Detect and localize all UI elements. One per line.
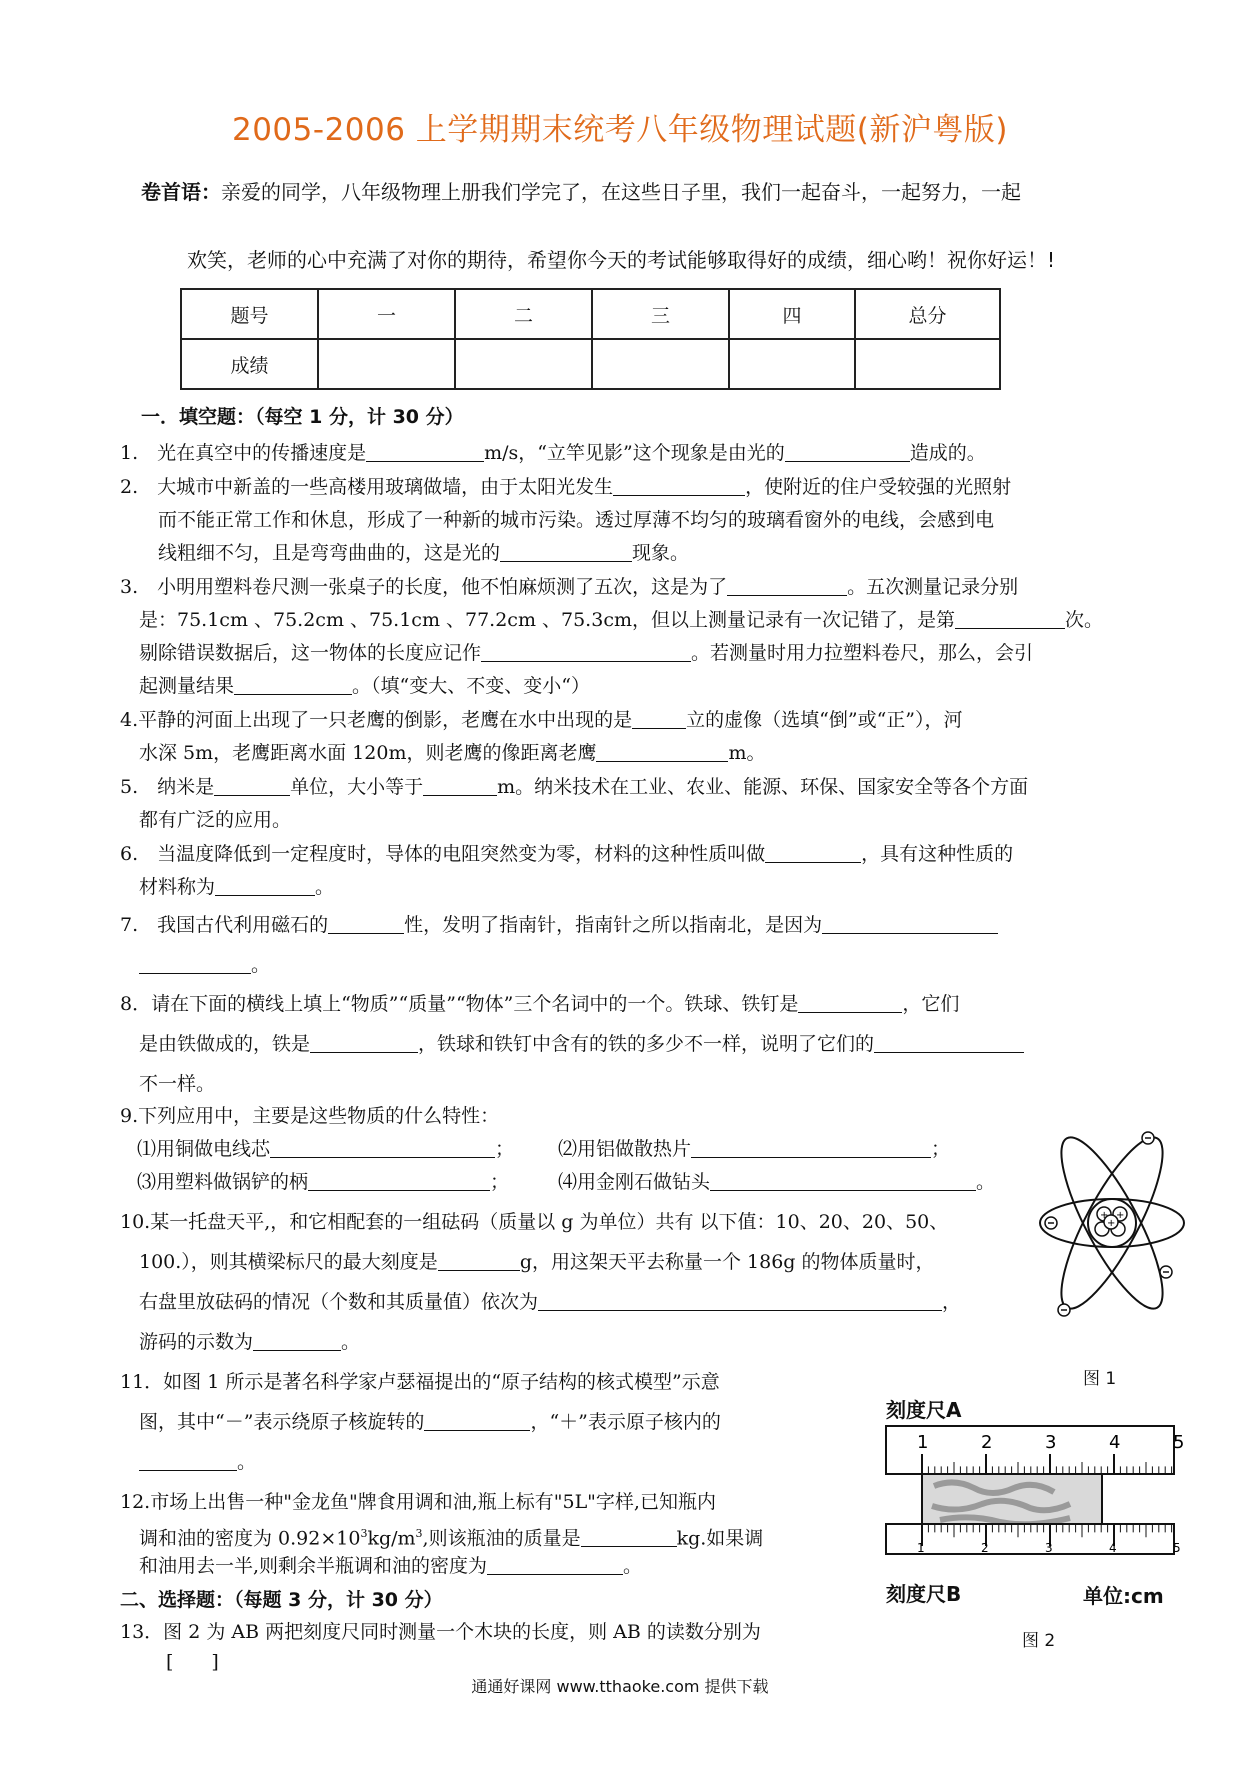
answer-blank[interactable]	[487, 1554, 623, 1575]
q8-text-b: ，它们	[902, 993, 960, 1015]
intro-text-1: 亲爱的同学，八年级物理上册我们学完了，在这些日子里，我们一起奋斗，一起努力，一起	[221, 180, 1021, 204]
question-5	[120, 774, 1028, 800]
question-7	[120, 912, 998, 938]
ruler-tick-label: 3	[1045, 1432, 1057, 1453]
ruler-tick-label: 2	[981, 1541, 989, 1555]
score-header-cell: 题号	[181, 289, 318, 339]
q9-item-3	[137, 1169, 509, 1195]
q6-text-a: 6. 当温度降低到一定程度时，导体的电阻突然变为零，材料的这种性质叫做	[120, 843, 766, 865]
answer-blank[interactable]	[328, 913, 404, 934]
score-cell[interactable]	[729, 339, 855, 389]
q12-line-2	[139, 1521, 763, 1551]
q10-line-4	[139, 1329, 360, 1355]
q2-text-l3b: 现象。	[632, 542, 690, 564]
question-1	[120, 440, 986, 466]
q11-text-l3: 。	[237, 1451, 257, 1473]
q1-text-b: m/s，“立竿见影”这个现象是由光的	[484, 442, 785, 464]
q2-text-a: 2. 大城市中新盖的一些高楼用玻璃做墙，由于太阳光发生	[120, 476, 614, 498]
question-3	[120, 574, 1018, 600]
q6-text-l2a: 材料称为	[139, 876, 216, 898]
score-cell[interactable]	[318, 339, 455, 389]
score-header-cell: 三	[592, 289, 729, 339]
question-8	[120, 991, 959, 1017]
answer-blank[interactable]	[955, 608, 1065, 629]
answer-blank[interactable]	[581, 1526, 677, 1547]
score-header-cell: 一	[318, 289, 455, 339]
q12-exponent-2: 3	[415, 1527, 423, 1540]
score-table-score-row	[181, 339, 1000, 389]
q1-text-c: 造成的。	[909, 442, 986, 464]
ruler-tick-label: 1	[917, 1432, 929, 1453]
q13-answer-bracket[interactable]: [ ]	[166, 1651, 219, 1673]
q8-line-3: 不一样。	[139, 1073, 216, 1095]
q12-text-l3a: 和油用去一半,则剩余半瓶调和油的密度为	[139, 1555, 488, 1577]
figure-2-rulers	[884, 1424, 1185, 1574]
question-4	[120, 707, 963, 733]
q2-line-3	[158, 540, 689, 566]
answer-blank[interactable]	[613, 475, 745, 496]
q10-line-3	[139, 1289, 961, 1315]
answer-blank[interactable]	[424, 1410, 530, 1431]
intro-label: 卷首语：	[141, 180, 221, 204]
q3-text-l4b: 。（填“变大、不变、变小“）	[352, 675, 590, 697]
q10-line-2	[139, 1249, 934, 1275]
intro-line-2: 欢笑，老师的心中充满了对你的期待，希望你今天的考试能够取得好的成绩，细心哟！祝你好运！!	[187, 248, 1056, 272]
plus-sign-icon: +	[1107, 1218, 1116, 1229]
section-2-heading: 二、选择题：（每题 3 分，计 30 分）	[120, 1589, 443, 1611]
score-row-label: 成绩	[181, 339, 318, 389]
question-12: 12.市场上出售一种"金龙鱼"牌食用调和油,瓶上标有"5L"字样,已知瓶内	[120, 1491, 716, 1513]
section-1-heading: 一．填空题：（每空 1 分，计 30 分）	[141, 406, 464, 428]
q4-text-l2a: 水深 5m，老鹰距离水面 120m，则老鹰的像距离老鹰	[139, 742, 597, 764]
q11-line-3	[139, 1449, 256, 1475]
answer-blank[interactable]	[308, 1170, 490, 1191]
answer-blank[interactable]	[481, 641, 691, 662]
q3-text-l3a: 剔除错误数据后，这一物体的长度应记作	[139, 642, 482, 664]
ruler-a-label: 刻度尺A	[886, 1398, 962, 1422]
q4-text-b: 立的虚像（选填“倒”或“正”），河	[686, 709, 963, 731]
score-header-cell: 总分	[855, 289, 1000, 339]
score-header-cell: 四	[729, 289, 855, 339]
q4-text-l2b: m。	[728, 742, 766, 764]
q11-line-2	[139, 1409, 721, 1435]
answer-blank[interactable]	[727, 575, 847, 596]
q11-text-l2b: ，“＋”表示原子核内的	[530, 1411, 721, 1433]
answer-blank[interactable]	[253, 1330, 341, 1351]
score-cell[interactable]	[592, 339, 729, 389]
answer-blank[interactable]	[423, 775, 497, 796]
q9-item-3-text: ⑶用塑料做锅铲的柄	[137, 1171, 309, 1193]
question-11: 11．如图 1 所示是著名科学家卢瑟福提出的“原子结构的核式模型”示意	[120, 1371, 720, 1393]
page-title: 2005-2006 上学期期末统考八年级物理试题(新沪粤版)	[231, 112, 1008, 148]
q5-text-a: 5. 纳米是	[120, 776, 215, 798]
q8-text-l2a: 是由铁做成的，铁是	[139, 1033, 311, 1055]
answer-blank[interactable]	[214, 775, 290, 796]
q7-text-b: 性，发明了指南针，指南针之所以指南北，是因为	[404, 914, 823, 936]
q12-line-3	[139, 1553, 642, 1579]
q9-item-4	[558, 1169, 995, 1195]
q9-end: 。	[976, 1171, 996, 1193]
q7-text-l2: 。	[251, 954, 271, 976]
q6-text-b: ，具有这种性质的	[861, 843, 1014, 865]
ruler-tick-label: 4	[1109, 1541, 1117, 1555]
ruler-tick-label: 2	[981, 1432, 993, 1453]
answer-blank[interactable]	[874, 1032, 1024, 1053]
figure-1-caption: 图 1	[1083, 1369, 1117, 1389]
question-6	[120, 841, 1013, 867]
q9-item-4-text: ⑷用金刚石做钻头	[558, 1171, 711, 1193]
answer-blank[interactable]	[785, 441, 910, 462]
answer-blank[interactable]	[310, 1032, 418, 1053]
answer-blank[interactable]	[215, 875, 315, 896]
q5-line-2: 都有广泛的应用。	[139, 809, 292, 831]
q8-text-l2b: ，铁球和铁钉中含有的铁的多少不一样，说明了它们的	[418, 1033, 875, 1055]
q12-text-l2b: kg/m	[367, 1527, 416, 1550]
q9-item-1-text: ⑴用铜做电线芯	[137, 1138, 271, 1160]
q4-text-a: 4.平静的河面上出现了一只老鹰的倒影，老鹰在水中出现的是	[120, 709, 633, 731]
q4-line-2	[139, 740, 766, 766]
ruler-b-body	[886, 1524, 1174, 1554]
ruler-a-body	[886, 1426, 1174, 1474]
answer-blank[interactable]	[632, 708, 686, 729]
q12-text-l2d: kg.如果调	[676, 1527, 764, 1550]
q3-text-b: 。五次测量记录分别	[847, 576, 1019, 598]
q7-text-a: 7. 我国古代利用磁石的	[120, 914, 329, 936]
q10-text-l2a: 100.），则其横梁标尺的最大刻度是	[139, 1251, 438, 1273]
q9-item-1	[137, 1136, 514, 1162]
q10-text-l4b: 。	[341, 1331, 361, 1353]
q5-text-b: 单位，大小等于	[290, 776, 424, 798]
q10-text-l2b: g，用这架天平去称量一个 186g 的物体质量时，	[519, 1251, 935, 1273]
score-table	[180, 288, 1001, 390]
answer-blank[interactable]	[366, 441, 484, 462]
q9-item-2	[558, 1136, 950, 1162]
ruler-b-label: 刻度尺B	[886, 1582, 962, 1606]
question-13: 13．图 2 为 AB 两把刻度尺同时测量一个木块的长度，则 AB 的读数分别为	[120, 1621, 761, 1643]
score-cell[interactable]	[455, 339, 592, 389]
answer-blank[interactable]	[822, 913, 998, 934]
answer-blank[interactable]	[500, 541, 632, 562]
q2-line-2: 而不能正常工作和休息，形成了一种新的城市污染。透过厚薄不均匀的玻璃看窗外的电线，会感到电	[158, 509, 995, 531]
q1-text-a: 1. 光在真空中的传播速度是	[120, 442, 367, 464]
figure-2-caption: 图 2	[1022, 1631, 1056, 1651]
q9-sep: ；	[931, 1138, 951, 1160]
ruler-tick-label: 5	[1173, 1541, 1181, 1555]
q12-exponent: 3	[360, 1527, 368, 1540]
q3-text-l2b: 次。	[1064, 609, 1103, 631]
q2-text-b: ，使附近的住户受较强的光照射	[745, 476, 1012, 498]
q7-line-2	[139, 952, 270, 978]
q8-text-a: 8．请在下面的横线上填上“物质”“质量”“物体”三个名词中的一个。铁球、铁钉是	[120, 993, 799, 1015]
answer-blank[interactable]	[139, 953, 251, 974]
score-header-cell: 二	[455, 289, 592, 339]
q6-line-2	[139, 874, 334, 900]
answer-blank[interactable]	[139, 1450, 237, 1471]
q10-text-l4a: 游码的示数为	[139, 1331, 254, 1353]
answer-blank[interactable]	[710, 1170, 976, 1191]
intro-line-1	[141, 176, 1021, 205]
answer-blank[interactable]	[765, 842, 861, 863]
question-2	[120, 474, 1011, 500]
q9-sep: ；	[490, 1171, 510, 1193]
answer-blank[interactable]	[596, 741, 728, 762]
q6-text-l2b: 。	[315, 876, 335, 898]
q11-text-l2a: 图，其中“－”表示绕原子核旋转的	[139, 1411, 425, 1433]
q8-line-2	[139, 1031, 1024, 1057]
q10-text-l3a: 右盘里放砝码的情况（个数和其质量值）依次为	[139, 1291, 539, 1313]
q12-text-l2c: ,则该瓶油的质量是	[422, 1527, 581, 1550]
q9-item-2-text: ⑵用铝做散热片	[558, 1138, 692, 1160]
answer-blank[interactable]	[270, 1137, 495, 1158]
answer-blank[interactable]	[798, 992, 902, 1013]
q3-line-3	[139, 640, 1033, 666]
q3-text-l3b: 。若测量时用力拉塑料卷尺，那么，会引	[691, 642, 1034, 664]
score-table-header-row	[181, 289, 1000, 339]
q3-line-4	[139, 673, 590, 699]
answer-blank[interactable]	[538, 1290, 942, 1311]
ruler-tick-label: 4	[1109, 1432, 1121, 1453]
plus-sign-icon: +	[1100, 1210, 1109, 1221]
ruler-tick-label: 3	[1045, 1541, 1053, 1555]
q3-line-2	[139, 607, 1103, 633]
question-9: 9.下列应用中，主要是这些物质的什么特性：	[120, 1105, 500, 1127]
plus-sign-icon: +	[1116, 1210, 1125, 1221]
q3-text-a: 3. 小明用塑料卷尺测一张桌子的长度，他不怕麻烦测了五次，这是为了	[120, 576, 728, 598]
figure-1-atom-model	[1040, 1120, 1180, 1330]
q5-text-c: m。纳米技术在工业、农业、能源、环保、国家安全等各个方面	[497, 776, 1029, 798]
answer-blank[interactable]	[234, 674, 352, 695]
question-10: 10.某一托盘天平,，和它相配套的一组砝码（质量以 g 为单位）共有 以下值：10、20、20、50、	[120, 1211, 949, 1233]
q10-text-l3b: ，	[942, 1291, 962, 1313]
footer-source: 通通好课网 www.tthaoke.com 提供下载	[471, 1677, 769, 1696]
q12-text-l2a: 调和油的密度为 0.92×10	[139, 1527, 361, 1550]
ruler-tick-label: 5	[1173, 1432, 1185, 1453]
answer-blank[interactable]	[438, 1250, 520, 1271]
q3-text-l4a: 起测量结果	[139, 675, 235, 697]
q12-text-l3b: 。	[623, 1555, 643, 1577]
q3-text-l2a: 是：75.1cm 、75.2cm 、75.1cm 、77.2cm 、75.3cm，但以上测量记录有一次记错了，是第	[139, 609, 955, 631]
score-cell[interactable]	[855, 339, 1000, 389]
answer-blank[interactable]	[691, 1137, 931, 1158]
q2-text-l3a: 线粗细不匀，且是弯弯曲曲的，这是光的	[158, 542, 501, 564]
ruler-tick-label: 1	[917, 1541, 925, 1555]
unit-label: 单位:cm	[1083, 1584, 1164, 1608]
q9-sep: ；	[495, 1138, 515, 1160]
